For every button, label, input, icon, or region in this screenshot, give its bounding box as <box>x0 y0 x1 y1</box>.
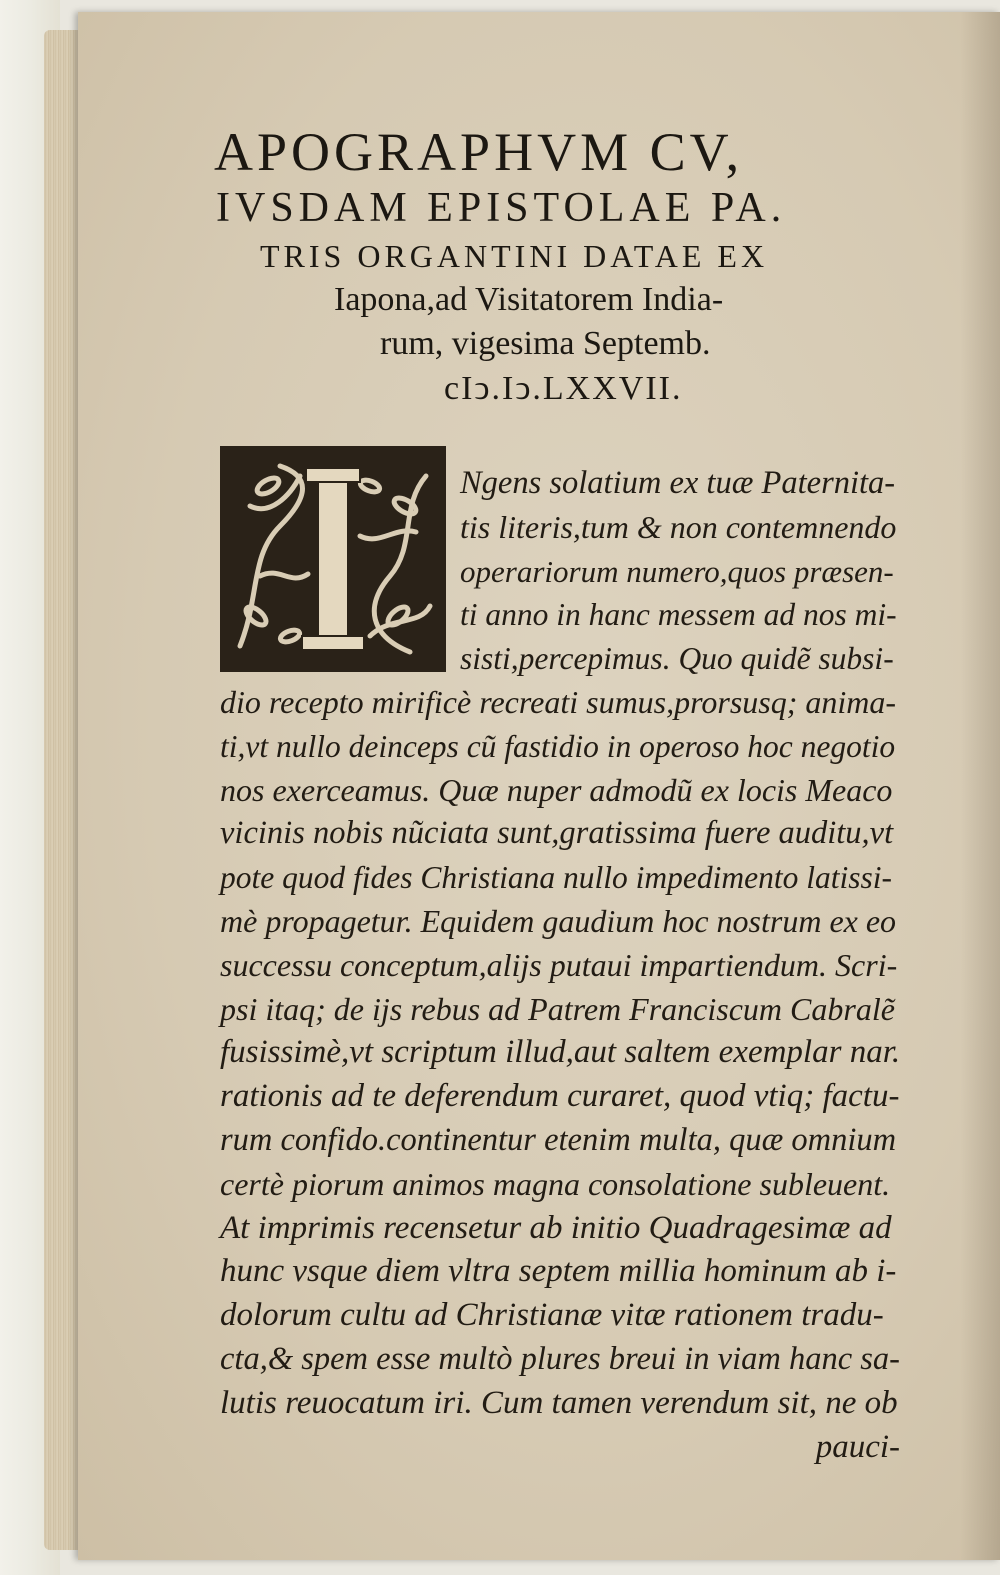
body-line-18: At imprimis recensetur ab initio Quadragesimæ ad <box>220 1209 892 1246</box>
catchword: pauci- <box>815 1428 900 1465</box>
title-line-2: IVSDAM EPISTOLAE PA. <box>216 185 787 231</box>
letter-body <box>220 462 900 1469</box>
title-line-1: APOGRAPHVM CV, <box>214 122 744 182</box>
body-line-8: nos exerceamus. Quæ nuper admodũ ex locis Meaco <box>220 771 893 808</box>
body-line-9: vicinis nobis nũciata sunt,gratissima fuere auditu,vt <box>220 815 894 852</box>
body-line-6: dio recepto mirificè recreati sumus,prorsusq; anima- <box>220 683 897 720</box>
title-line-4: Iapona,ad Visitatorem India- <box>334 281 724 318</box>
body-line-12: successu conceptum,alijs putaui impartiendum. Scri- <box>220 946 898 983</box>
body-line-1: Ngens solatium ex tuæ Paternita- <box>460 465 896 501</box>
body-line-20: dolorum cultu ad Christianæ vitæ rationem tradu- <box>220 1297 884 1334</box>
body-line-21: cta,& spem esse multò plures breui in viam hanc sa- <box>220 1340 900 1377</box>
body-line-15: rationis ad te deferendum curaret, quod vtiq; factu- <box>220 1078 900 1115</box>
body-line-4: ti anno in hanc messem ad nos mi- <box>460 597 897 633</box>
body-line-2: tis literis,tum & non contemnendo <box>460 508 897 545</box>
body-line-14: fusissimè,vt scriptum illud,aut saltem exemplar nar. <box>220 1034 901 1071</box>
body-line-5: sisti,percepimus. Quo quidẽ subsi- <box>460 641 894 677</box>
body-line-22: lutis reuocatum iri. Cum tamen verendum sit, ne ob <box>220 1384 898 1421</box>
body-line-13: psi itaq; de ijs rebus ad Patrem Franciscum Cabralẽ <box>220 990 895 1027</box>
body-line-19: hunc vsque diem vltra septem millia hominum ab i- <box>220 1253 897 1290</box>
body-line-11: mè propagetur. Equidem gaudium hoc nostrum ex eo <box>220 902 897 939</box>
letter-title <box>210 122 900 412</box>
body-line-17: certè piorum animos magna consolatione subleuent. <box>220 1165 891 1202</box>
body-line-3: operariorum numero,quos præsen- <box>460 553 894 589</box>
body-line-7: ti,vt nullo deinceps cũ fastidio in operoso hoc negotio <box>220 728 896 764</box>
title-line-3: TRIS ORGANTINI DATAE EX <box>260 238 769 274</box>
title-line-6-date: cIↄ.Iↄ.LXXVII. <box>444 370 683 407</box>
body-line-10: pote quod fides Christiana nullo impedimento latissi- <box>220 860 892 896</box>
title-line-5: rum, vigesima Septemb. <box>380 325 711 362</box>
body-line-16: rum confido.continentur etenim multa, quæ omnium <box>220 1121 897 1158</box>
